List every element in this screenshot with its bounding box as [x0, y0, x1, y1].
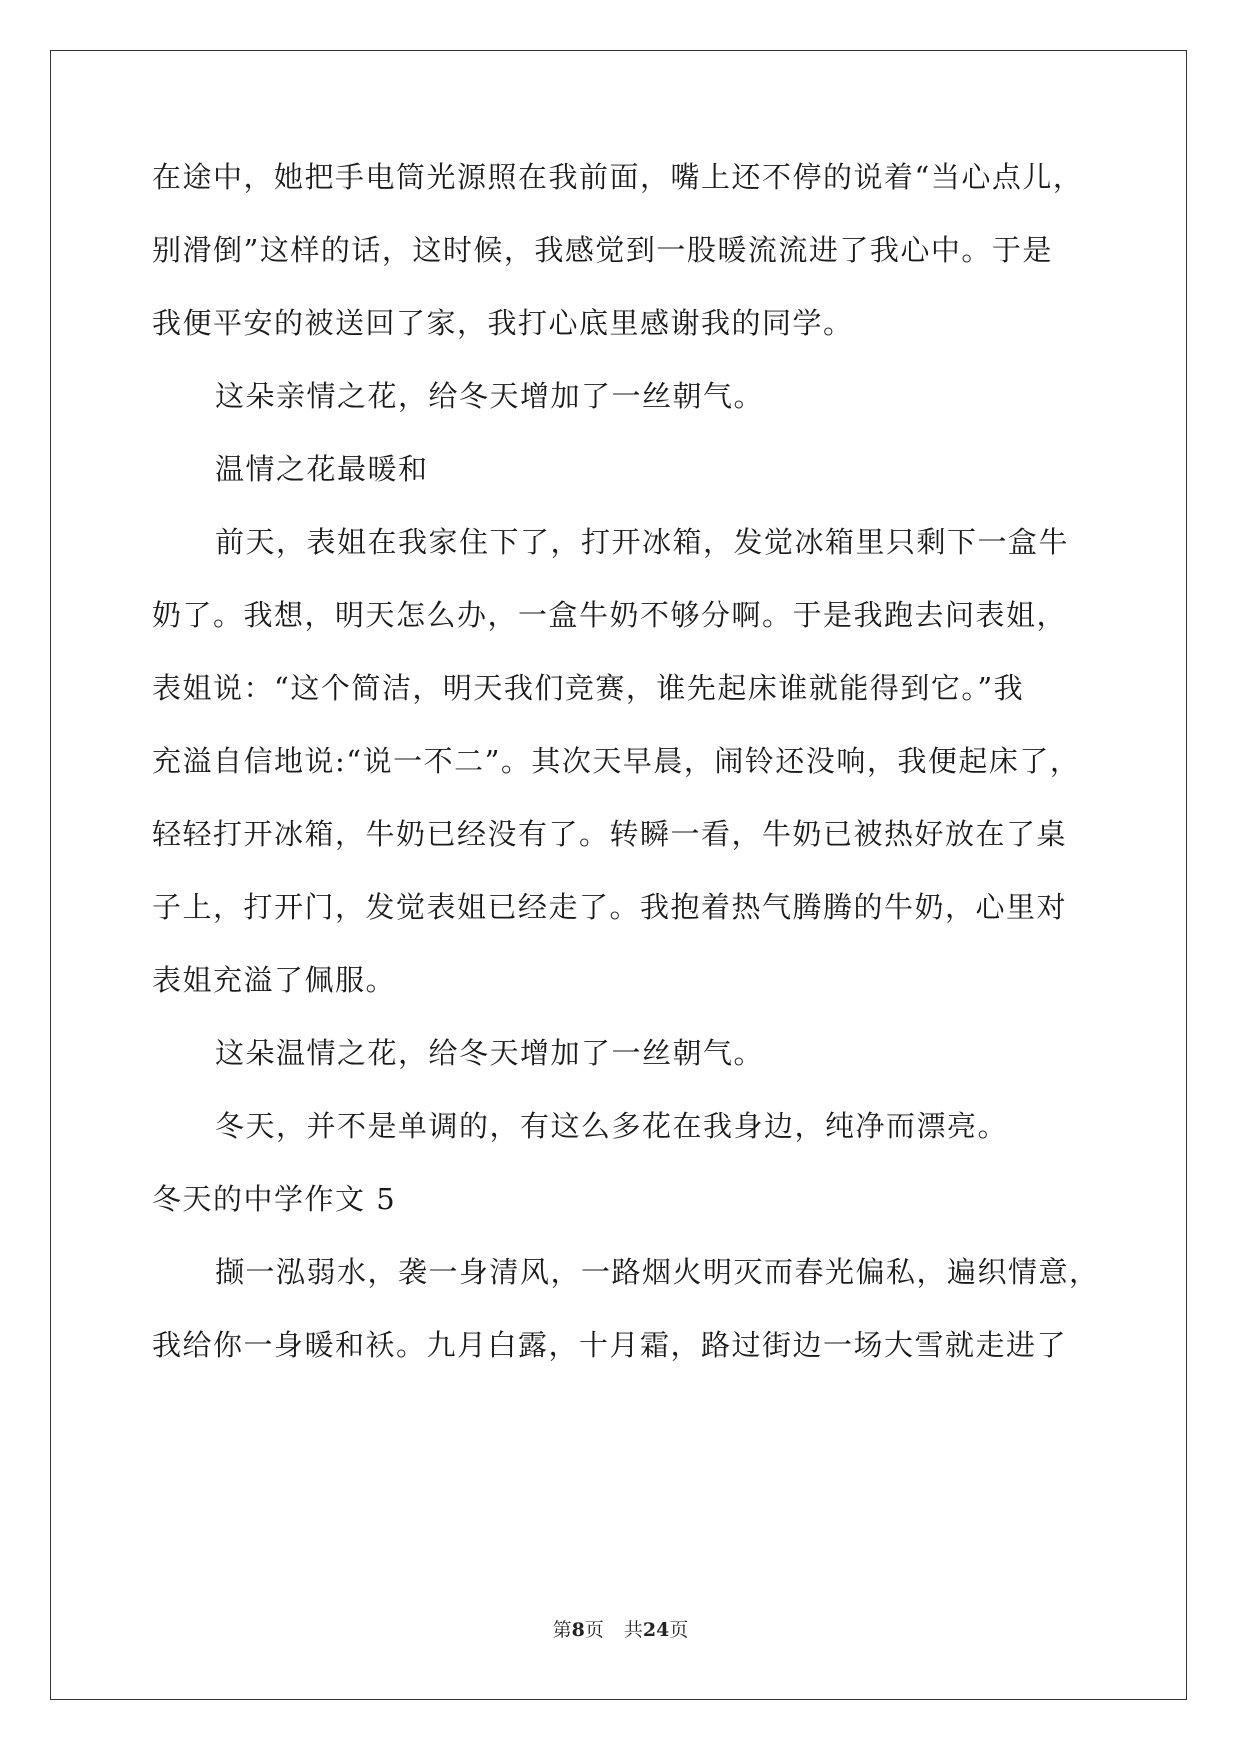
text-line: 我便平安的被送回了家，我打心底里感谢我的同学。: [152, 306, 854, 340]
page-border: [50, 50, 1187, 1700]
text-line: 我给你一身暖和袄。九月白露，十月霜，路过街边一场大雪就走进了: [152, 1328, 1068, 1362]
text-line: 在途中，她把手电筒光源照在我前面，嘴上还不停的说着“当心点儿，: [152, 160, 1084, 194]
page-prefix: 第: [552, 1619, 572, 1641]
total-prefix: 共: [623, 1619, 643, 1641]
page-suffix: 页: [584, 1619, 604, 1641]
text-line: 前天，表姐在我家住下了，打开冰箱，发觉冰箱里只剩下一盒牛: [215, 525, 1070, 559]
page-number: 8: [571, 1619, 585, 1641]
total-suffix: 页: [669, 1619, 689, 1641]
text-line: 这朵亲情之花，给冬天增加了一丝朝气。: [215, 379, 765, 413]
text-line: 这朵温情之花，给冬天增加了一丝朝气。: [215, 1036, 765, 1070]
text-line: 充溢自信地说:“说一不二”。其次天早晨，闹铃还没响，我便起床了，: [152, 744, 1081, 778]
article-title: 冬天的中学作文 5: [152, 1182, 397, 1216]
text-line: 撷一泓弱水，袭一身清风，一路烟火明灭而春光偏私，遍织情意，: [215, 1255, 1100, 1289]
text-line: 子上，打开门，发觉表姐已经走了。我抱着热气腾腾的牛奶，心里对: [152, 890, 1068, 924]
section-heading: 温情之花最暖和: [215, 452, 429, 486]
text-line: 轻轻打开冰箱，牛奶已经没有了。转瞬一看，牛奶已被热好放在了桌: [152, 817, 1068, 851]
text-line: 奶了。我想，明天怎么办，一盒牛奶不够分啊。于是我跑去问表姐，: [152, 598, 1068, 632]
total-pages: 24: [642, 1619, 670, 1641]
page-footer: [0, 1618, 1241, 1642]
text-line: 表姐充溢了佩服。: [152, 963, 397, 997]
text-line: 别滑倒”这样的话，这时候，我感觉到一股暖流流进了我心中。于是: [152, 233, 1053, 267]
text-line: 表姐说：“这个简洁，明天我们竞赛，谁先起床谁就能得到它。”我: [152, 671, 1025, 705]
text-line: 冬天，并不是单调的，有这么多花在我身边，纯净而漂亮。: [215, 1109, 1009, 1143]
